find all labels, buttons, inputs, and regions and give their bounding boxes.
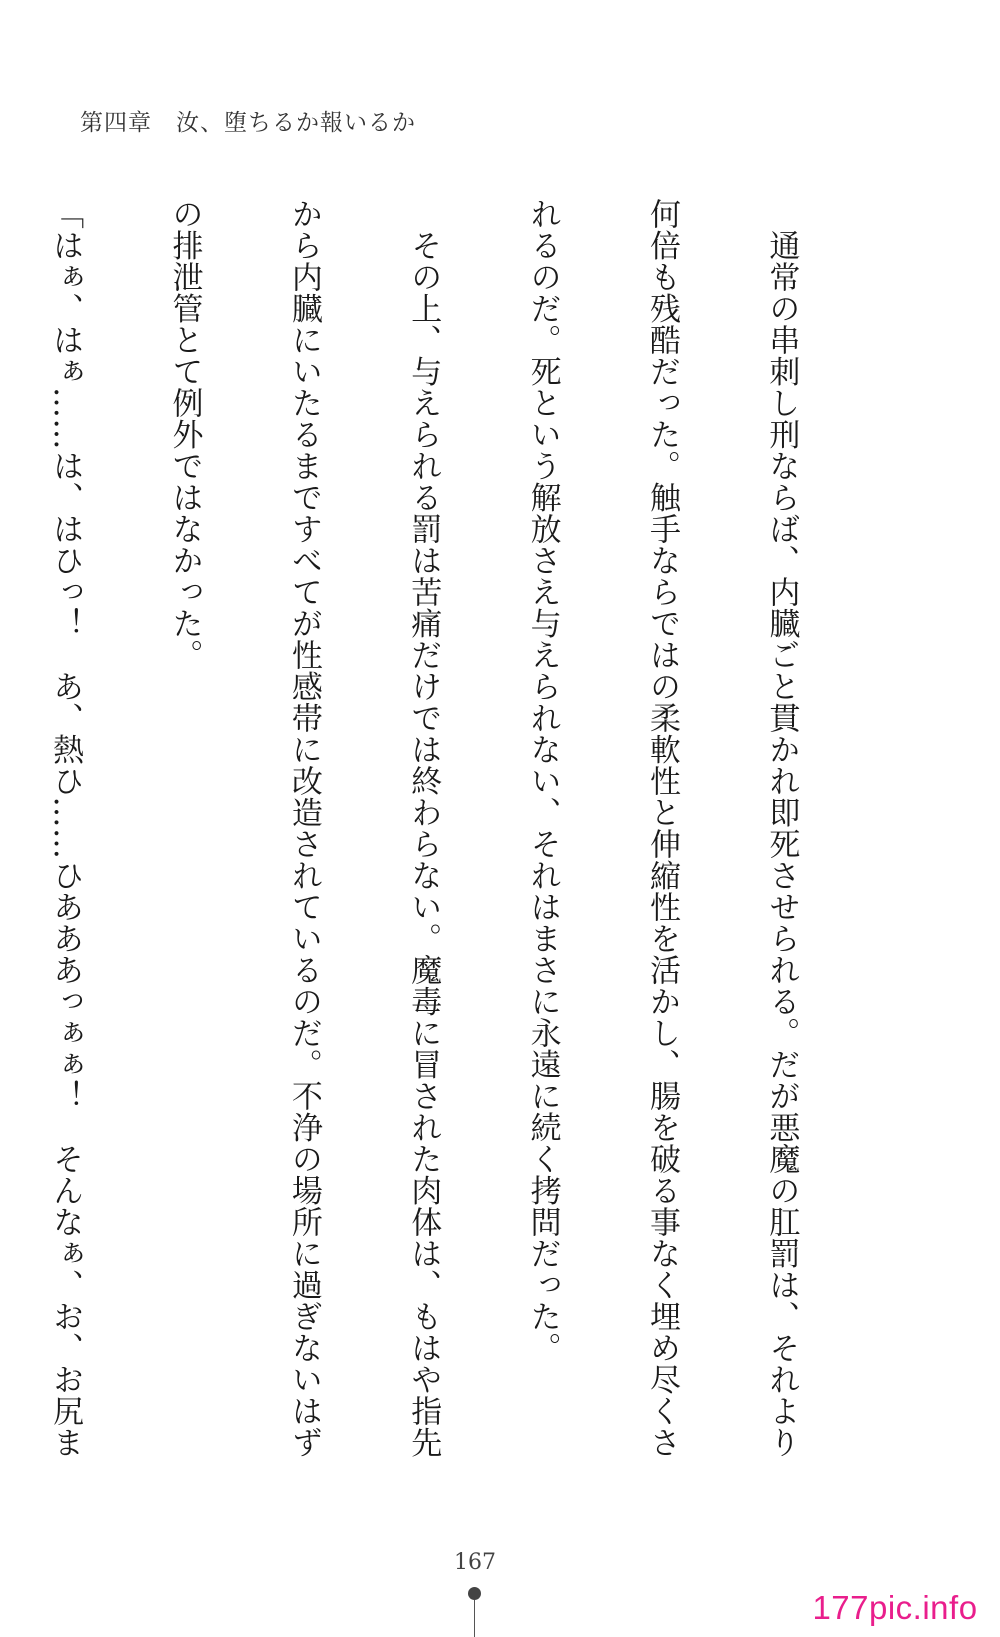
- text-column: 「はぁ、はぁ……は、はひっ！ あ、熱ひ……ひあああっぁぁ！ そんなぁ、お、お尻ま: [47, 198, 84, 1458]
- text-column: の排泄管とて例外ではなかった。: [166, 198, 203, 671]
- folio-line: [474, 1600, 475, 1637]
- body-text: [47, 198, 880, 1458]
- watermark: [790, 1579, 1000, 1637]
- running-head: 第四章 汝、堕ちるか報いるか: [80, 110, 416, 136]
- text-column: れるのだ。死という解放さえ与えられない、それはまさに永遠に続く拷問だった。: [524, 198, 561, 1364]
- watermark-text: 177pic.info: [812, 1589, 978, 1626]
- folio-dot-icon: [468, 1587, 481, 1600]
- text-column: その上、与えられる罰は苦痛だけでは終わらない。魔毒に冒された肉体は、もはや指先: [405, 198, 442, 1458]
- text-column: から内臓にいたるまですべてが性感帯に改造されているのだ。不浄の場所に過ぎないはず: [285, 198, 322, 1458]
- text-column: 通常の串刺し刑ならば、内臓ごと貫かれ即死させられる。だが悪魔の肛罰は、それより: [763, 198, 800, 1458]
- text-column: 何倍も残酷だった。触手ならではの柔軟性と伸縮性を活かし、腸を破る事なく埋め尽くさ: [644, 198, 681, 1458]
- page-number: 167: [454, 1550, 496, 1575]
